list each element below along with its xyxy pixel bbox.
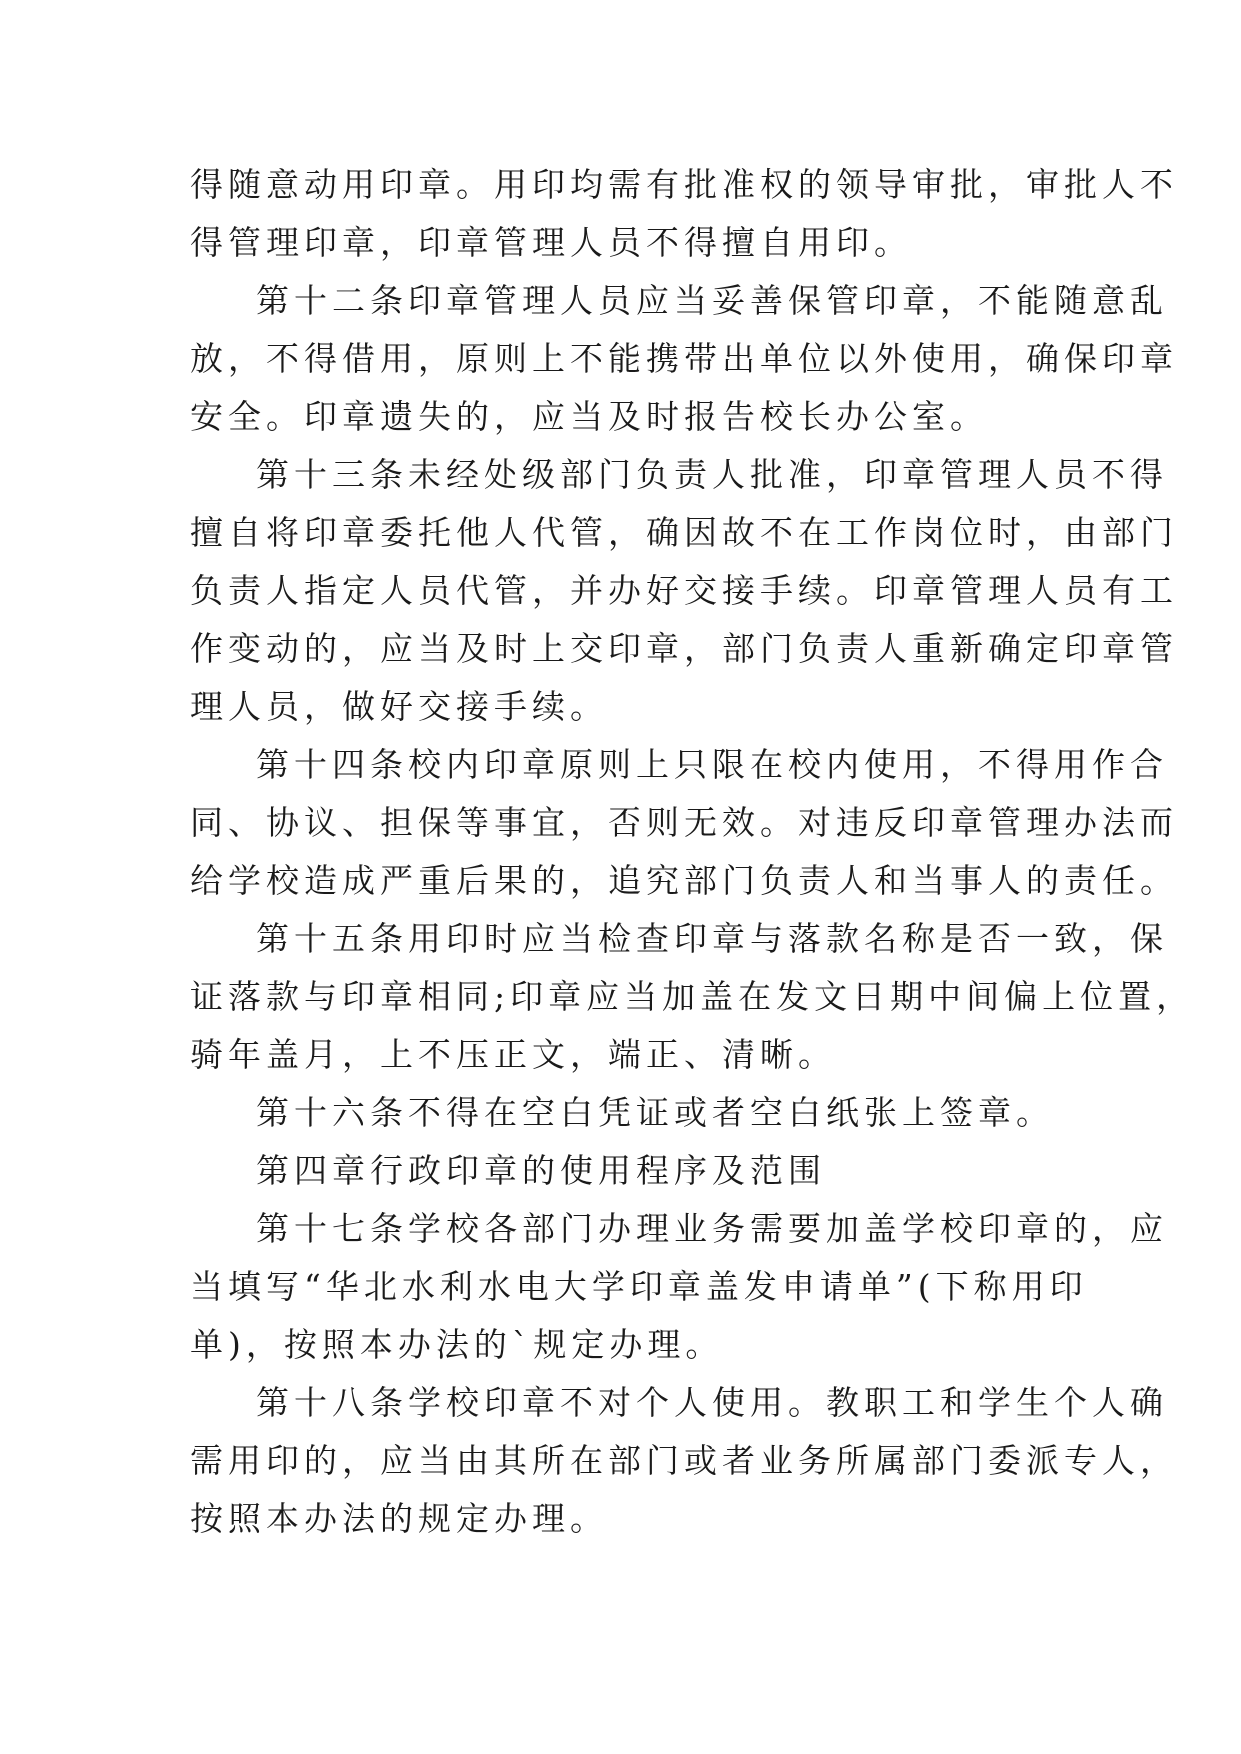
paragraph-article-14 (190, 736, 1178, 910)
text-line: 给学校造成严重后果的，追究部门负责人和当事人的责任。 (190, 861, 1178, 900)
text-line: 第十二条印章管理人员应当妥善保管印章，不能随意乱 (256, 281, 1168, 320)
text-line: 第十八条学校印章不对个人使用。教职工和学生个人确 (256, 1383, 1168, 1422)
paragraph-article-15 (190, 910, 1195, 1084)
paragraph-continuation (190, 156, 1178, 272)
text-line: 得管理印章，印章管理人员不得擅自用印。 (190, 223, 912, 262)
text-line: 第十六条不得在空白凭证或者空白纸张上签章。 (256, 1093, 1054, 1132)
text-line: 第四章行政印章的使用程序及范围 (256, 1151, 826, 1190)
text-line: 第十五条用印时应当检查印章与落款名称是否一致，保 (256, 919, 1168, 958)
text-line: 当填写“华北水利水电大学印章盖发申请单”(下称用印 (190, 1267, 1088, 1306)
paragraph-article-16 (190, 1084, 1060, 1142)
text-line: 负责人指定人员代管，并办好交接手续。印章管理人员有工 (190, 571, 1178, 610)
text-line: 放，不得借用，原则上不能携带出单位以外使用，确保印章 (190, 339, 1178, 378)
text-line: 第十七条学校各部门办理业务需要加盖学校印章的，应 (256, 1209, 1168, 1248)
document-body (190, 156, 1195, 1548)
text-line: 第十四条校内印章原则上只限在校内使用，不得用作合 (256, 745, 1168, 784)
text-line: 安全。印章遗失的，应当及时报告校长办公室。 (190, 397, 988, 436)
text-line: 按照本办法的规定办理。 (190, 1499, 608, 1538)
text-line: 擅自将印章委托他人代管，确因故不在工作岗位时，由部门 (190, 513, 1178, 552)
text-line: 第十三条未经处级部门负责人批准，印章管理人员不得 (256, 455, 1168, 494)
text-line: 理人员，做好交接手续。 (190, 687, 608, 726)
text-line: 单)，按照本办法的`规定办理。 (190, 1325, 724, 1364)
paragraph-article-12 (190, 272, 1178, 446)
text-line: 同、协议、担保等事宜，否则无效。对违反印章管理办法而 (190, 803, 1178, 842)
chapter-heading (190, 1142, 1060, 1200)
text-line: 需用印的，应当由其所在部门或者业务所属部门委派专人， (190, 1441, 1178, 1480)
paragraph-article-17 (190, 1200, 1168, 1374)
text-line: 得随意动用印章。用印均需有批准权的领导审批，审批人不 (190, 165, 1178, 204)
paragraph-article-13 (190, 446, 1178, 736)
paragraph-article-18 (190, 1374, 1178, 1548)
text-line: 骑年盖月，上不压正文，端正、清晰。 (190, 1035, 836, 1074)
text-line: 证落款与印章相同;印章应当加盖在发文日期中间偏上位置， (190, 977, 1195, 1016)
text-line: 作变动的，应当及时上交印章，部门负责人重新确定印章管 (190, 629, 1178, 668)
